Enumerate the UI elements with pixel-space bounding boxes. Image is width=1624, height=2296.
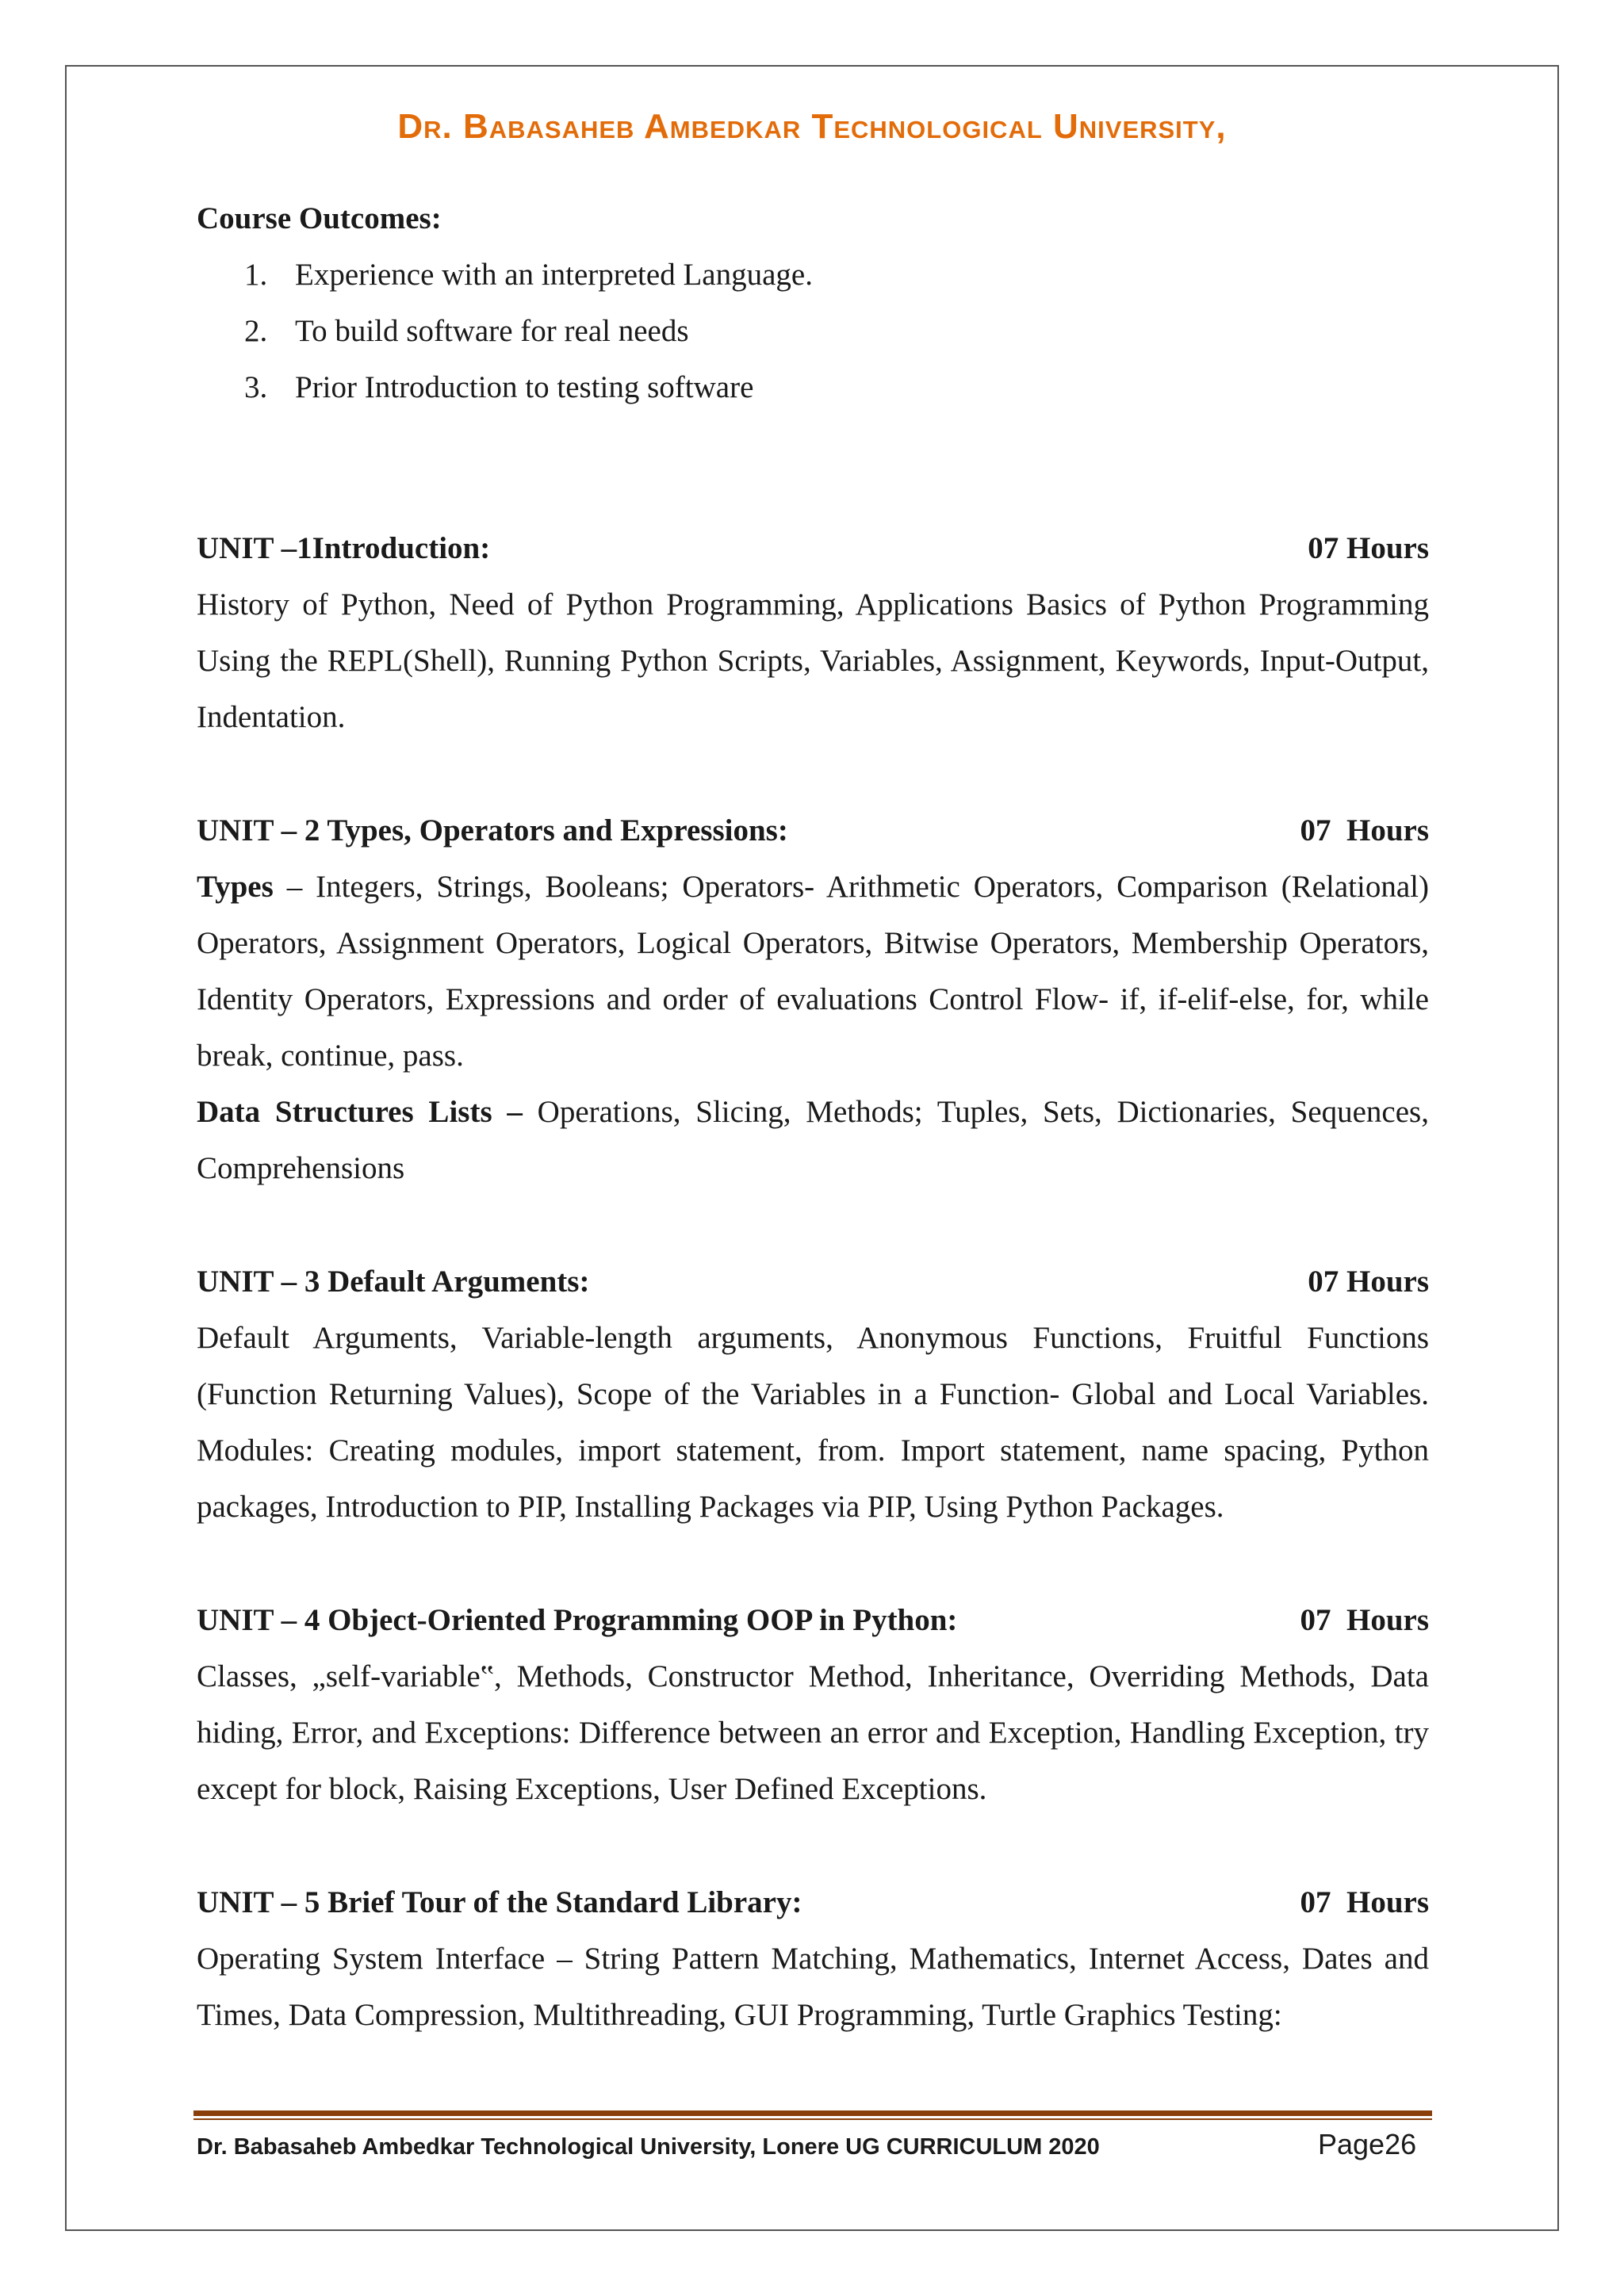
course-outcomes-heading: Course Outcomes: — [197, 201, 442, 235]
unit-hours: 07 Hours — [1308, 531, 1429, 565]
unit-header — [197, 1253, 1429, 1310]
unit-paragraph-lead: Data Structures Lists – — [197, 1095, 523, 1129]
unit-hours: 07 Hours — [1300, 813, 1429, 848]
unit-paragraph-text: Classes, „self-variable‟, Methods, Constructor Method, Inheritance, Overriding Methods, Data hiding, Error, and Exceptions: Difference between an error and Exception, Handling Exception, try except for block, Raising Exceptions, User Defined Exceptions. — [197, 1659, 1429, 1806]
unit-paragraph-text: – Integers, Strings, Booleans; Operators- Arithmetic Operators, Comparison (Relational) Operators, Assignment Operators, Logical Operators, Bitwise Operators, Membership Operators, Identity Operators, Expressions and order of evaluations Control Flow- if, if-elif-else, for, while break, continue, pass. — [197, 870, 1429, 1073]
list-item-number: 3. — [244, 370, 268, 404]
unit-hours: 07 Hours — [1308, 1265, 1429, 1299]
unit-title: UNIT – 4 Object-Oriented Programming OOP in Python: — [197, 1603, 958, 1637]
unit-paragraph-text: Default Arguments, Variable-length arguments, Anonymous Functions, Fruitful Functions (Function Returning Values), Scope of the Variables in a Function- Global and Local Variables. Modules: Creating modules, import statement, from. Import statement, name spacing, Python packages, Introduction to PIP, Installing Packages via PIP, Using Python Packages. — [197, 1321, 1429, 1524]
unit-title: UNIT – 2 Types, Operators and Expressions: — [197, 813, 788, 848]
unit-paragraph-text: Operating System Interface – String Pattern Matching, Mathematics, Internet Access, Dates and Times, Data Compression, Multithreading, GUI Programming, Turtle Graphics Testing: — [197, 1942, 1429, 2032]
unit-header — [197, 802, 1429, 859]
unit-header — [197, 1874, 1429, 1931]
unit-3-section — [197, 1253, 1429, 1535]
list-item — [197, 247, 1429, 303]
page-number: Page26 — [1318, 2128, 1417, 2160]
unit-title: UNIT –1Introduction: — [197, 531, 491, 565]
unit-paragraph — [197, 1648, 1429, 1817]
university-header-title: Dr. Babasaheb Ambedkar Technological University, — [397, 107, 1227, 146]
unit-title: UNIT – 5 Brief Tour of the Standard Library: — [197, 1885, 802, 1919]
footer-divider-thick — [193, 2110, 1432, 2116]
unit-paragraph-lead: Types — [197, 870, 274, 904]
unit-5-section — [197, 1874, 1429, 2043]
unit-4-section — [197, 1592, 1429, 1817]
unit-paragraph-text: History of Python, Need of Python Programming, Applications Basics of Python Programming Using the REPL(Shell), Running Python Scripts, Variables, Assignment, Keywords, Input-Output, Indentation. — [197, 587, 1429, 734]
unit-1-section — [197, 520, 1429, 745]
unit-paragraph-text: Operations, Slicing, Methods; Tuples, Sets, Dictionaries, Sequences, Comprehensions — [197, 1095, 1429, 1185]
footer-divider-thin — [193, 2118, 1432, 2120]
list-item — [197, 359, 1429, 415]
unit-header — [197, 520, 1429, 576]
list-item-number: 2. — [244, 314, 268, 348]
list-item-text: Experience with an interpreted Language. — [295, 258, 813, 292]
unit-hours: 07 Hours — [1300, 1603, 1429, 1637]
list-item — [197, 303, 1429, 359]
unit-title: UNIT – 3 Default Arguments: — [197, 1265, 590, 1299]
unit-paragraph — [197, 1310, 1429, 1535]
page-content — [197, 190, 1429, 2043]
unit-header — [197, 1592, 1429, 1648]
unit-paragraph — [197, 1084, 1429, 1196]
unit-paragraph — [197, 576, 1429, 745]
course-outcomes-list — [197, 247, 1429, 415]
unit-paragraph — [197, 859, 1429, 1084]
footer-curriculum-text: Dr. Babasaheb Ambedkar Technological University, Lonere UG CURRICULUM 2020 — [197, 2134, 1100, 2160]
list-item-text: To build software for real needs — [295, 314, 689, 348]
list-item-number: 1. — [244, 258, 268, 292]
footer-divider — [193, 2110, 1432, 2120]
unit-2-section — [197, 802, 1429, 1196]
list-item-text: Prior Introduction to testing software — [295, 370, 754, 404]
unit-paragraph — [197, 1931, 1429, 2043]
unit-hours: 07 Hours — [1300, 1885, 1429, 1919]
